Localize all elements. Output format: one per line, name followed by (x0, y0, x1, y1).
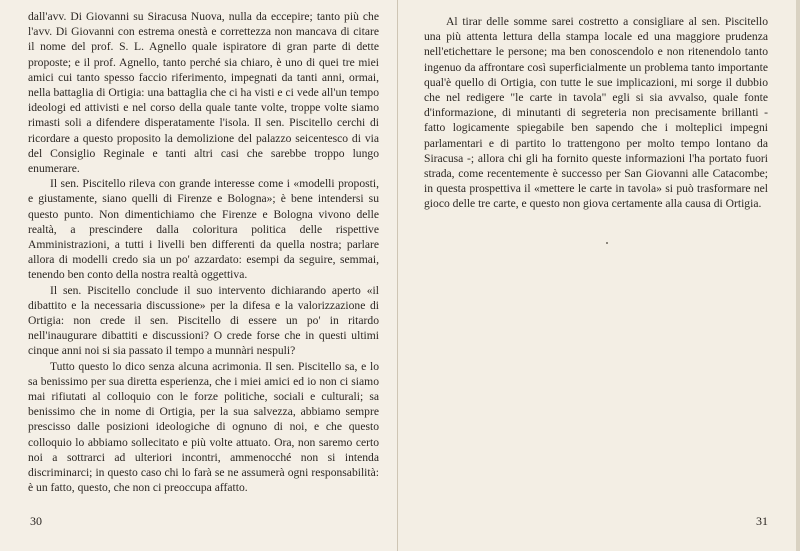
paragraph: Tutto questo lo dico senza alcuna acrimonia. Il sen. Piscitello sa, e lo sa benissimo per sua diretta esperienza, che i miei amici ed io non ci siamo mai rifiutati al colloquio con le forze politiche, sociali e culturali; sa benissimo che in nome di Ortigia, per la sua salvezza, abbiamo sempre prescisso dalle posizioni ideologiche di ognuno di noi, e che questo colloquio lo abbiamo sollecitato e più volte attuato. Ora, non saremo certo noi a sottrarci ad ulteriori incontri, ammenocché non si intenda discriminarci; in questo caso chi lo farà se ne assumerà ogni responsabilità: è un fatto, questo, che non ci preoccupa affatto. (28, 359, 379, 495)
paragraph: Il sen. Piscitello rileva con grande interesse come i «modelli proposti, e giustamente, siano quelli di Firenze e Bologna»; è bene intendersi su questo punto. Non dimentichiamo che Firenze e Bologna vivono delle realtà, a prescindere dalla coloritura politica delle rispettive Amministrazioni, a tutti i livelli ben differenti da quella nostra; parlare allora di modelli credo sia un po' azzardato: esempi da seguire, semmai, tenendo ben conto della nostra realtà oggettiva. (28, 177, 379, 282)
page-number-left: 30 (30, 514, 42, 528)
left-page-text (28, 9, 379, 496)
right-page (398, 0, 796, 551)
left-page (0, 0, 398, 551)
paragraph: Al tirar delle somme sarei costretto a consigliare al sen. Piscitello una più attenta lettura della stampa locale ed una maggiore prudenza nell'etichettare le persone; ma ben conoscendolo e non ritenendolo tanto ingenuo da affrontare così superficialmente un problema tanto importante qual'è quello di Ortigia, con tutte le sue implicazioni, mi sorge il dubbio che nel redigere "le carte in tavola" egli si sia avvalso, quale fonte d'informazione, di minutanti di segreteria non precisamente brillanti - fatto logicamente spiegabile ben sapendo che i molteplici impegni parlamentari e di partito lo trattengono per molto tempo lontano da Siracusa -; allora chi gli ha fornito queste informazioni l'ha portato fuori strada, come recentemente è successo per San Giovanni alle Catacombe; in questa prospettiva il «mettere le carte in tavola» si può trasformare nel gioco delle tre carte, e questo non giova certamente alla causa di Ortigia. (424, 15, 768, 211)
paragraph: dall'avv. Di Giovanni su Siracusa Nuova, nulla da eccepire; tanto più che l'avv. Di Giovanni con estrema onestà e correttezza non mancava di citare il nome del prof. S. L. Agnello quale ispiratore di gran parte di dette proposte; e il prof. Agnello, tanto perché sia chiaro, è uno di quei tre miei amici cui tanto spesso faccio riferimento, impegnati da tanti anni, ormai, nella battaglia di Ortigia: una battaglia che ci ha visti e ci vede all'un tempo ideologi ed attivisti e nel corso della quale tante volte, troppe volte siamo rimasti soli a difendere disperatamente l'isola. Il sen. Piscitello cerchi di ricordare a questo proposito la demolizione del palazzo seicentesco di via del Consiglio Reginale e tanti altri casi che sarebbe troppo lungo enumerare. (28, 10, 379, 176)
print-speck (606, 242, 608, 244)
page-number-right: 31 (756, 514, 768, 528)
right-page-text (424, 14, 768, 212)
paragraph: Il sen. Piscitello conclude il suo intervento dichiarando aperto «il dibattito e la necessaria discussione» per la difesa e la valorizzazione di Ortigia: non crede il sen. Piscitello di essere un po' in ritardo nell'inaugurare dibattiti e discussioni? O crede forse che in questi ultimi cinque anni noi si sia passato il tempo a munnàri nespuli? (28, 283, 379, 358)
